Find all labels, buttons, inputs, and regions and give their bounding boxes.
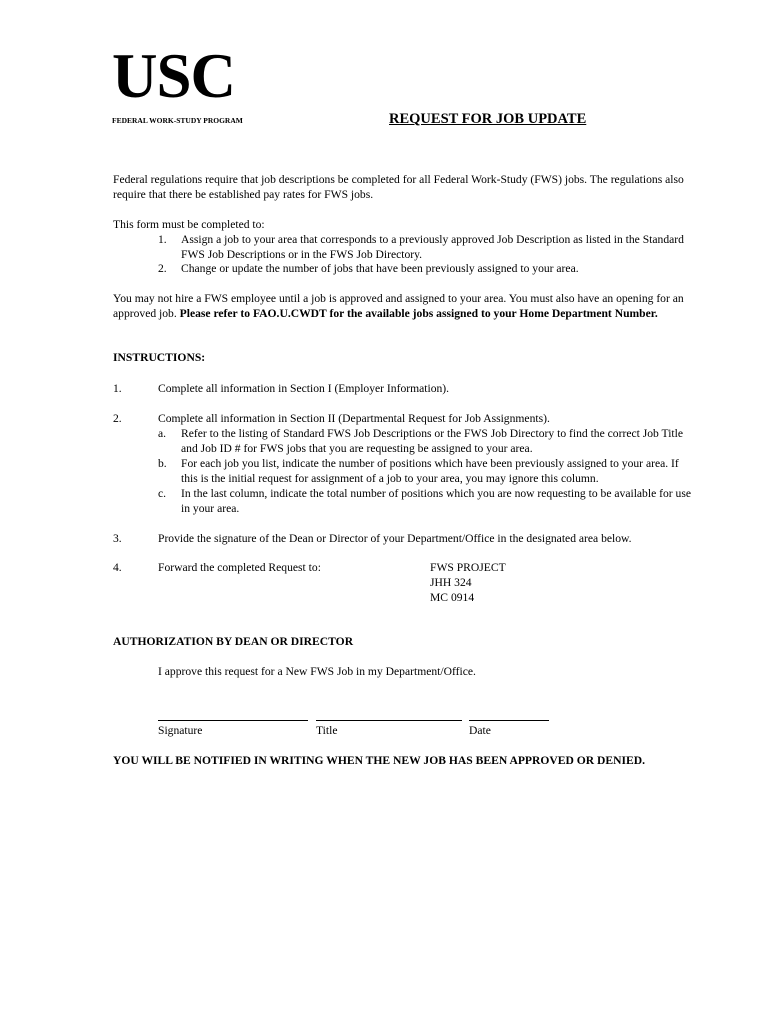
sub-step-text-cont: in your area.	[181, 502, 240, 515]
title-label: Title	[316, 724, 338, 737]
date-line[interactable]	[469, 720, 549, 721]
address-line: JHH 324	[430, 576, 472, 589]
step-text: Forward the completed Request to:	[158, 561, 321, 574]
sub-step-text: For each job you list, indicate the number of positions which have been previously assigned to your area. If	[181, 457, 679, 470]
notice-line-2	[113, 306, 658, 321]
sub-step-letter: a.	[158, 427, 167, 440]
usc-logo: USC	[112, 41, 236, 111]
step-number: 4.	[113, 561, 122, 574]
sub-step-letter: c.	[158, 487, 167, 500]
sub-step-text-cont: this is the initial request for assignment of a job to your area, you may ignore this column.	[181, 472, 599, 485]
sub-step-letter: b.	[158, 457, 167, 470]
address-line: FWS PROJECT	[430, 561, 506, 574]
program-name: FEDERAL WORK-STUDY PROGRAM	[112, 116, 243, 125]
purpose-item-text: Assign a job to your area that corresponds to a previously approved Job Description as listed in the Standard	[181, 233, 684, 246]
notification-notice: YOU WILL BE NOTIFIED IN WRITING WHEN THE NEW JOB HAS BEEN APPROVED OR DENIED.	[113, 754, 646, 767]
step-text: Complete all information in Section II (Departmental Request for Job Assignments).	[158, 412, 550, 425]
purpose-item-text-cont: FWS Job Descriptions or in the FWS Job Directory.	[181, 248, 423, 261]
notice-plain-text: approved job.	[113, 307, 180, 320]
step-number: 3.	[113, 532, 122, 545]
instructions-heading: INSTRUCTIONS:	[113, 351, 206, 364]
intro-line-2: require that there be established pay rates for FWS jobs.	[113, 188, 374, 201]
intro-line-1: Federal regulations require that job descriptions be completed for all Federal Work-Study (FWS) jobs. The regulations also	[113, 173, 684, 186]
document-title: REQUEST FOR JOB UPDATE	[389, 111, 587, 127]
title-line[interactable]	[316, 720, 462, 721]
sub-step-text: Refer to the listing of Standard FWS Job Descriptions or the FWS Job Directory to find the correct Job Title	[181, 427, 684, 440]
purpose-item-number: 1.	[158, 233, 167, 246]
step-text: Complete all information in Section I (Employer Information).	[158, 382, 450, 395]
step-text: Provide the signature of the Dean or Director of your Department/Office in the designated area below.	[158, 532, 632, 545]
purpose-lead: This form must be completed to:	[113, 218, 265, 231]
date-label: Date	[469, 724, 491, 737]
step-number: 2.	[113, 412, 122, 425]
address-line: MC 0914	[430, 591, 475, 604]
purpose-item-number: 2.	[158, 262, 167, 275]
purpose-item-text: Change or update the number of jobs that have been previously assigned to your area.	[181, 262, 579, 275]
signature-label: Signature	[158, 724, 203, 737]
step-number: 1.	[113, 382, 122, 395]
signature-line[interactable]	[158, 720, 308, 721]
authorization-heading: AUTHORIZATION BY DEAN OR DIRECTOR	[113, 635, 354, 648]
notice-line-1: You may not hire a FWS employee until a job is approved and assigned to your area. You must also have an opening for an	[113, 292, 684, 305]
sub-step-text: In the last column, indicate the total number of positions which you are now requesting to be available for use	[181, 487, 691, 500]
approval-statement: I approve this request for a New FWS Job in my Department/Office.	[158, 665, 476, 678]
sub-step-text-cont: and Job ID # for FWS jobs that you are requesting be assigned to your area.	[181, 442, 533, 455]
notice-bold-text: Please refer to FAO.U.CWDT for the available jobs assigned to your Home Department Number.	[179, 307, 658, 320]
